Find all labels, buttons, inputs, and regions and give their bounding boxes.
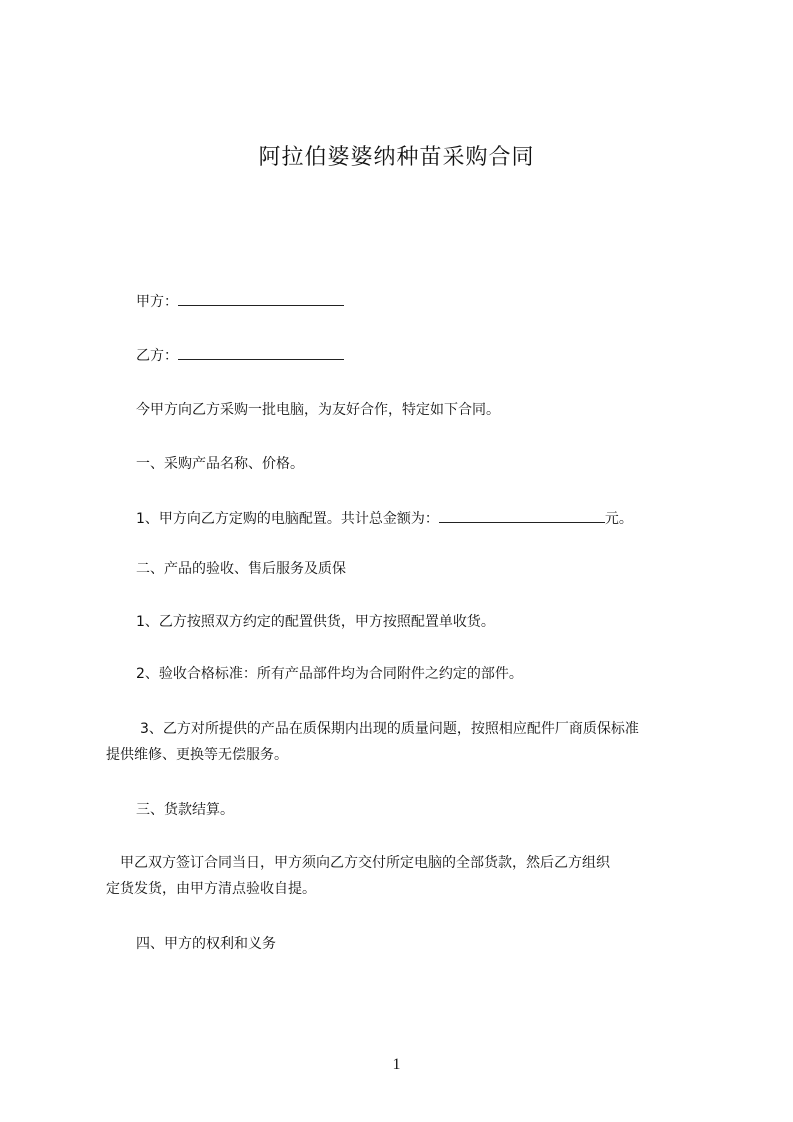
party-a-blank: [178, 291, 344, 306]
section3-para-line2: 定货发货，由甲方清点验收自提。: [106, 881, 316, 897]
party-a-label: 甲方：: [136, 294, 178, 310]
section1-item1-unit: 元。: [604, 511, 633, 527]
party-b-blank: [178, 345, 344, 360]
section2-item2: 2、验收合格标准：所有产品部件均为合同附件之约定的部件。: [136, 666, 523, 682]
section1-item1-text: 1、甲方向乙方定购的电脑配置。共计总金额为：: [136, 511, 439, 527]
section2-item3-line2: 提供维修、更换等无偿服务。: [106, 747, 288, 763]
section3-heading: 三、货款结算。: [136, 802, 234, 818]
section3-para-line1: 甲乙双方签订合同当日，甲方须向乙方交付所定电脑的全部货款，然后乙方组织: [120, 855, 610, 871]
total-amount-blank: [439, 508, 605, 523]
section1-item1: [136, 508, 633, 528]
document-title: 阿拉伯婆婆纳种苗采购合同: [258, 145, 535, 170]
section1-heading: 一、采购产品名称、价格。: [136, 456, 304, 472]
section2-item1: 1、乙方按照双方约定的配置供货，甲方按照配置单收货。: [136, 614, 495, 630]
section2-item3-line1: 3、乙方对所提供的产品在质保期内出现的质量问题，按照相应配件厂商质保标准: [140, 721, 639, 737]
intro-paragraph: 今甲方向乙方采购一批电脑，为友好合作，特定如下合同。: [136, 402, 500, 418]
section2-heading: 二、产品的验收、售后服务及质保: [136, 561, 346, 577]
page-number: 1: [392, 1056, 401, 1073]
party-a-line: [136, 291, 344, 311]
party-b-label: 乙方：: [136, 348, 178, 364]
section4-heading: 四、甲方的权利和义务: [136, 936, 276, 952]
party-b-line: [136, 345, 344, 365]
